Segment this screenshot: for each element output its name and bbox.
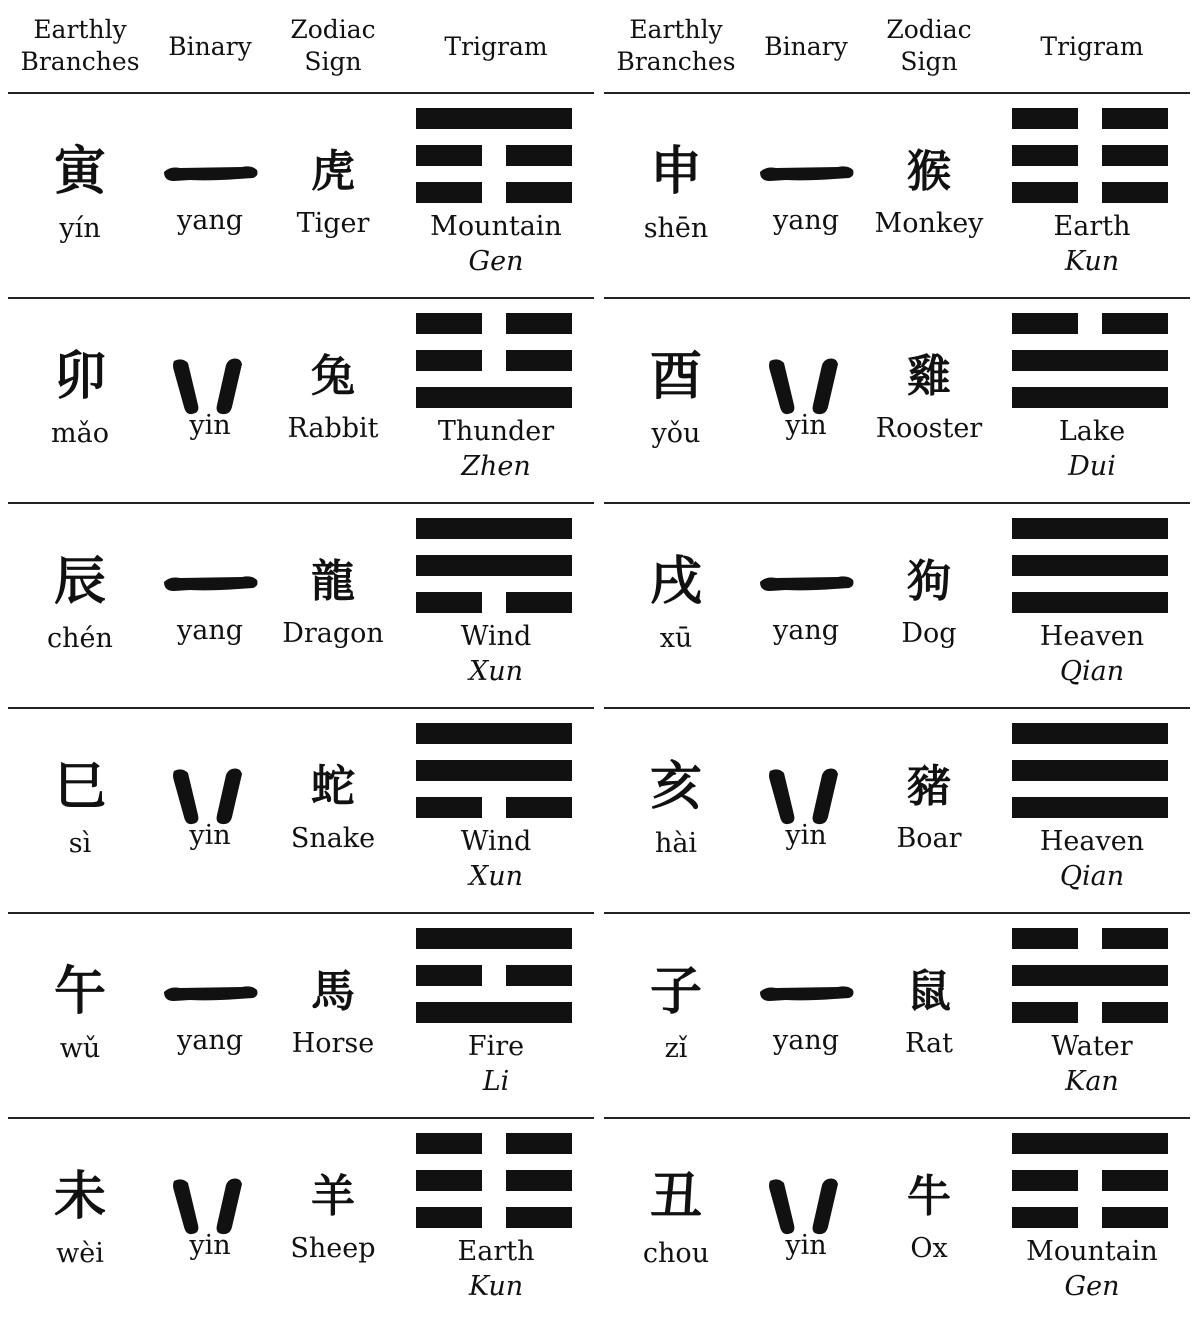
table-row bbox=[8, 299, 594, 504]
zodiac-character: 虎 bbox=[311, 146, 355, 197]
line-segment bbox=[416, 350, 482, 371]
trigram-icon bbox=[1012, 928, 1168, 1024]
binary-symbol bbox=[152, 355, 268, 417]
line-segment bbox=[1102, 182, 1168, 203]
earthly-branch-character: 巳 bbox=[53, 756, 106, 817]
trigram-yin-line bbox=[1012, 182, 1168, 203]
trigram-pinyin: Kun bbox=[1064, 246, 1120, 277]
yang-line-icon bbox=[756, 154, 856, 194]
trigram-yin-line bbox=[416, 313, 572, 334]
header-line: Sign bbox=[900, 47, 958, 76]
trigram-pinyin: Gen bbox=[1064, 1271, 1120, 1302]
line-segment bbox=[1102, 108, 1168, 129]
trigram-yin-line bbox=[416, 1207, 572, 1228]
table-row bbox=[8, 504, 594, 709]
earthly-branch-pinyin: yín bbox=[59, 213, 101, 244]
line-segment bbox=[416, 928, 572, 949]
earthly-branch-character: 丑 bbox=[649, 1166, 702, 1227]
trigram-yang-line bbox=[416, 555, 572, 576]
binary-label: yang bbox=[772, 205, 840, 236]
line-segment bbox=[1012, 1207, 1078, 1228]
trigram-yang-line bbox=[1012, 350, 1168, 371]
line-segment bbox=[416, 182, 482, 203]
trigram-yang-line bbox=[1012, 723, 1168, 744]
zodiac-character: 豬 bbox=[907, 761, 951, 812]
trigram-yang-line bbox=[1012, 1133, 1168, 1154]
line-segment bbox=[1012, 1170, 1078, 1191]
right-table bbox=[604, 0, 1190, 1323]
yin-line-icon bbox=[756, 355, 856, 417]
zodiac-name: Tiger bbox=[296, 208, 370, 239]
yang-line-icon bbox=[160, 154, 260, 194]
trigram-yin-line bbox=[416, 797, 572, 818]
zodiac-character: 雞 bbox=[907, 351, 951, 402]
line-segment bbox=[506, 145, 572, 166]
zodiac-character: 鼠 bbox=[907, 966, 951, 1017]
trigram-yang-line bbox=[416, 108, 572, 129]
table-row bbox=[604, 709, 1190, 914]
binary-label: yang bbox=[772, 1025, 840, 1056]
earthly-branch-character: 酉 bbox=[649, 346, 702, 407]
trigram-icon bbox=[416, 1133, 572, 1229]
trigram-pinyin: Xun bbox=[469, 861, 523, 892]
trigram-yang-line bbox=[416, 723, 572, 744]
zodiac-name: Monkey bbox=[874, 208, 984, 239]
line-segment bbox=[416, 313, 482, 334]
header-line: Branches bbox=[616, 47, 736, 76]
line-segment bbox=[1102, 928, 1168, 949]
earthly-branch-character: 亥 bbox=[649, 756, 702, 817]
binary-label: yang bbox=[176, 615, 244, 646]
binary-symbol bbox=[748, 765, 864, 827]
trigram-yang-line bbox=[1012, 592, 1168, 613]
binary-label: yang bbox=[772, 615, 840, 646]
trigram-yin-line bbox=[1012, 928, 1168, 949]
line-segment bbox=[1012, 592, 1168, 613]
trigram-name: Heaven bbox=[1039, 826, 1145, 857]
binary-label: yang bbox=[176, 1025, 244, 1056]
earthly-branch-character: 戌 bbox=[649, 551, 702, 612]
line-segment bbox=[1012, 555, 1168, 576]
earthly-branch-character: 午 bbox=[53, 961, 106, 1022]
zodiac-character: 猴 bbox=[907, 146, 951, 197]
line-segment bbox=[506, 965, 572, 986]
line-segment bbox=[1012, 313, 1078, 334]
table-row bbox=[8, 709, 594, 914]
trigram-name: Lake bbox=[1058, 416, 1126, 447]
line-segment bbox=[1102, 145, 1168, 166]
earthly-branch-pinyin: chén bbox=[47, 623, 113, 654]
line-segment bbox=[1102, 1002, 1168, 1023]
line-segment bbox=[1012, 1133, 1168, 1154]
binary-label: yin bbox=[785, 820, 827, 851]
trigram-name: Mountain bbox=[430, 211, 562, 242]
header-binary: Binary bbox=[764, 32, 848, 61]
earthly-branch-character: 子 bbox=[649, 961, 702, 1022]
line-segment bbox=[1012, 387, 1168, 408]
earthly-branch-character: 未 bbox=[53, 1166, 106, 1227]
header-line: Sign bbox=[304, 47, 362, 76]
header-trigram: Trigram bbox=[1040, 32, 1144, 61]
yang-line-icon bbox=[160, 564, 260, 604]
line-segment bbox=[506, 592, 572, 613]
trigram-yin-line bbox=[1012, 108, 1168, 129]
trigram-icon bbox=[416, 928, 572, 1024]
earthly-branch-pinyin: xū bbox=[659, 623, 693, 654]
binary-symbol bbox=[748, 1175, 864, 1237]
earthly-branch-pinyin: wǔ bbox=[59, 1033, 101, 1064]
header-line: Branches bbox=[20, 47, 140, 76]
yin-line-icon bbox=[756, 1175, 856, 1237]
zodiac-name: Boar bbox=[896, 823, 962, 854]
earthly-branch-pinyin: hài bbox=[654, 828, 698, 859]
trigram-yang-line bbox=[416, 1002, 572, 1023]
yang-line-icon bbox=[160, 974, 260, 1014]
trigram-yang-line bbox=[416, 387, 572, 408]
table-header bbox=[604, 0, 1190, 94]
line-segment bbox=[1012, 760, 1168, 781]
line-segment bbox=[416, 797, 482, 818]
table-row bbox=[604, 914, 1190, 1119]
line-segment bbox=[1012, 723, 1168, 744]
table-header bbox=[8, 0, 594, 94]
line-segment bbox=[506, 1133, 572, 1154]
trigram-yang-line bbox=[1012, 760, 1168, 781]
earthly-branch-pinyin: yǒu bbox=[651, 418, 701, 449]
header-line: Earthly bbox=[629, 15, 723, 44]
line-segment bbox=[416, 760, 572, 781]
yang-line-icon bbox=[756, 564, 856, 604]
zodiac-name: Rooster bbox=[875, 413, 983, 444]
trigram-yang-line bbox=[1012, 518, 1168, 539]
trigram-yin-line bbox=[416, 592, 572, 613]
zodiac-character: 馬 bbox=[311, 966, 355, 1017]
yin-line-icon bbox=[160, 1175, 260, 1237]
line-segment bbox=[506, 797, 572, 818]
earthly-branch-character: 寅 bbox=[53, 141, 106, 202]
yin-line-icon bbox=[756, 765, 856, 827]
trigram-yin-line bbox=[1012, 145, 1168, 166]
line-segment bbox=[1102, 313, 1168, 334]
table-row bbox=[8, 94, 594, 299]
trigram-icon bbox=[416, 108, 572, 204]
line-segment bbox=[416, 108, 572, 129]
line-segment bbox=[416, 518, 572, 539]
line-segment bbox=[506, 182, 572, 203]
header-zodiac-sign bbox=[864, 14, 994, 78]
yin-line-icon bbox=[160, 355, 260, 417]
trigram-pinyin: Qian bbox=[1059, 656, 1125, 687]
trigram-name: Thunder bbox=[437, 416, 555, 447]
trigram-name: Mountain bbox=[1026, 1236, 1158, 1267]
trigram-pinyin: Dui bbox=[1068, 451, 1116, 482]
line-segment bbox=[416, 965, 482, 986]
trigram-name: Fire bbox=[467, 1031, 525, 1062]
line-segment bbox=[1012, 145, 1078, 166]
trigram-icon bbox=[416, 518, 572, 614]
zodiac-character: 羊 bbox=[311, 1171, 355, 1222]
trigram-yang-line bbox=[416, 518, 572, 539]
zodiac-name: Horse bbox=[291, 1028, 375, 1059]
trigram-name: Earth bbox=[457, 1236, 535, 1267]
trigram-name: Wind bbox=[460, 826, 532, 857]
trigram-yin-line bbox=[416, 965, 572, 986]
trigram-yin-line bbox=[416, 1170, 572, 1191]
header-line: Earthly bbox=[33, 15, 127, 44]
trigram-yang-line bbox=[416, 760, 572, 781]
earthly-branch-pinyin: chou bbox=[642, 1238, 710, 1269]
trigram-pinyin: Gen bbox=[468, 246, 524, 277]
line-segment bbox=[1012, 108, 1078, 129]
trigram-icon bbox=[1012, 518, 1168, 614]
earthly-branch-pinyin: wèi bbox=[56, 1238, 104, 1269]
header-line: Zodiac bbox=[886, 15, 972, 44]
trigram-yin-line bbox=[1012, 1002, 1168, 1023]
trigram-pinyin: Kun bbox=[468, 1271, 524, 1302]
zodiac-character: 龍 bbox=[311, 556, 355, 607]
zodiac-name: Dragon bbox=[282, 618, 384, 649]
zodiac-name: Rabbit bbox=[287, 413, 379, 444]
trigram-yang-line bbox=[416, 928, 572, 949]
yin-line-icon bbox=[160, 765, 260, 827]
line-segment bbox=[1102, 1170, 1168, 1191]
trigram-icon bbox=[416, 723, 572, 819]
trigram-yin-line bbox=[416, 182, 572, 203]
header-zodiac-sign bbox=[268, 14, 398, 78]
line-segment bbox=[416, 723, 572, 744]
binary-label: yin bbox=[189, 820, 231, 851]
binary-symbol bbox=[152, 1175, 268, 1237]
header-trigram: Trigram bbox=[444, 32, 548, 61]
trigram-yin-line bbox=[416, 145, 572, 166]
binary-label: yin bbox=[785, 1230, 827, 1261]
zodiac-character: 牛 bbox=[907, 1171, 951, 1222]
header-earthly-branches bbox=[604, 14, 748, 78]
line-segment bbox=[416, 592, 482, 613]
binary-label: yin bbox=[189, 410, 231, 441]
earthly-branch-pinyin: sì bbox=[68, 828, 92, 859]
earthly-branch-character: 申 bbox=[649, 141, 702, 202]
binary-label: yin bbox=[785, 410, 827, 441]
line-segment bbox=[416, 555, 572, 576]
trigram-yin-line bbox=[416, 1133, 572, 1154]
earthly-branch-pinyin: mǎo bbox=[51, 418, 109, 449]
line-segment bbox=[1012, 350, 1168, 371]
trigram-yin-line bbox=[1012, 1170, 1168, 1191]
line-segment bbox=[416, 1207, 482, 1228]
table-row bbox=[8, 1119, 594, 1324]
trigram-icon bbox=[1012, 723, 1168, 819]
line-segment bbox=[506, 1170, 572, 1191]
trigram-name: Earth bbox=[1053, 211, 1131, 242]
trigram-name: Wind bbox=[460, 621, 532, 652]
line-segment bbox=[506, 313, 572, 334]
earthly-branch-pinyin: shēn bbox=[643, 213, 709, 244]
zodiac-name: Dog bbox=[901, 618, 957, 649]
trigram-pinyin: Qian bbox=[1059, 861, 1125, 892]
left-table bbox=[8, 0, 594, 1323]
trigram-pinyin: Xun bbox=[469, 656, 523, 687]
line-segment bbox=[1012, 518, 1168, 539]
earthly-branch-pinyin: zǐ bbox=[664, 1033, 688, 1064]
line-segment bbox=[1012, 797, 1168, 818]
binary-label: yang bbox=[176, 205, 244, 236]
yang-line-icon bbox=[756, 974, 856, 1014]
zodiac-character: 蛇 bbox=[311, 761, 355, 812]
trigram-pinyin: Kan bbox=[1065, 1066, 1119, 1097]
trigram-yin-line bbox=[1012, 313, 1168, 334]
binary-label: yin bbox=[189, 1230, 231, 1261]
table-row bbox=[604, 1119, 1190, 1324]
zodiac-name: Snake bbox=[290, 823, 376, 854]
line-segment bbox=[416, 1133, 482, 1154]
header-earthly-branches bbox=[8, 14, 152, 78]
line-segment bbox=[1012, 1002, 1078, 1023]
line-segment bbox=[416, 1002, 572, 1023]
trigram-name: Water bbox=[1051, 1031, 1133, 1062]
zodiac-character: 兔 bbox=[311, 351, 355, 402]
trigram-yin-line bbox=[416, 350, 572, 371]
header-line: Zodiac bbox=[290, 15, 376, 44]
zodiac-name: Ox bbox=[910, 1233, 948, 1264]
line-segment bbox=[506, 1207, 572, 1228]
line-segment bbox=[1012, 182, 1078, 203]
earthly-branch-character: 卯 bbox=[53, 346, 106, 407]
zodiac-name: Rat bbox=[905, 1028, 953, 1059]
trigram-yin-line bbox=[1012, 1207, 1168, 1228]
line-segment bbox=[1102, 1207, 1168, 1228]
trigram-icon bbox=[1012, 108, 1168, 204]
trigram-yang-line bbox=[1012, 555, 1168, 576]
table-row bbox=[8, 914, 594, 1119]
trigram-yang-line bbox=[1012, 797, 1168, 818]
table-row bbox=[604, 299, 1190, 504]
zodiac-name: Sheep bbox=[290, 1233, 376, 1264]
line-segment bbox=[416, 145, 482, 166]
line-segment bbox=[1012, 928, 1078, 949]
line-segment bbox=[1012, 965, 1168, 986]
header-binary: Binary bbox=[168, 32, 252, 61]
zodiac-character: 狗 bbox=[907, 556, 951, 607]
earthly-branch-character: 辰 bbox=[53, 551, 106, 612]
trigram-pinyin: Zhen bbox=[461, 451, 531, 482]
line-segment bbox=[416, 1170, 482, 1191]
trigram-yang-line bbox=[1012, 965, 1168, 986]
binary-symbol bbox=[152, 765, 268, 827]
table-row bbox=[604, 504, 1190, 709]
trigram-name: Heaven bbox=[1039, 621, 1145, 652]
trigram-yang-line bbox=[1012, 387, 1168, 408]
trigram-icon bbox=[416, 313, 572, 409]
trigram-pinyin: Li bbox=[482, 1066, 510, 1097]
trigram-icon bbox=[1012, 1133, 1168, 1229]
trigram-icon bbox=[1012, 313, 1168, 409]
line-segment bbox=[506, 350, 572, 371]
line-segment bbox=[416, 387, 572, 408]
table-row bbox=[604, 94, 1190, 299]
binary-symbol bbox=[748, 355, 864, 417]
